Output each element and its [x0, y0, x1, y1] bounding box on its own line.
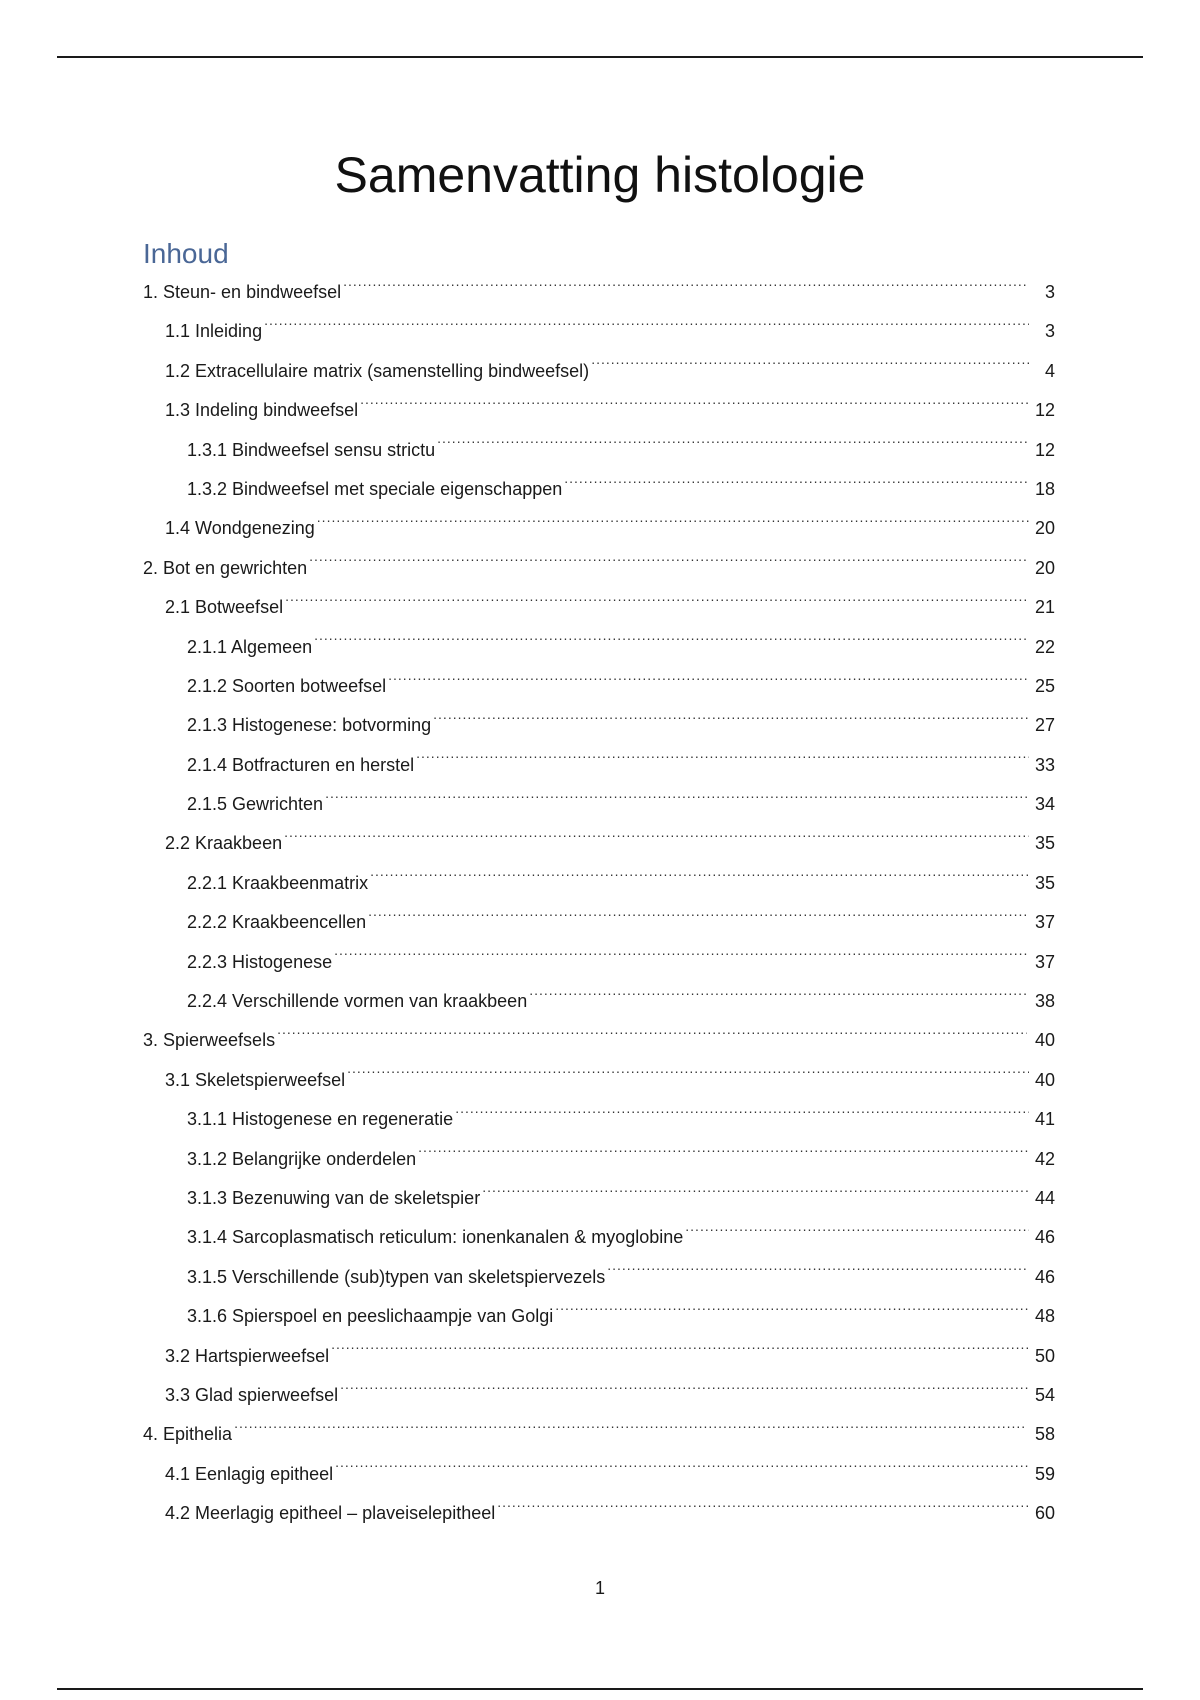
- toc-entry[interactable]: [143, 431, 1055, 470]
- toc-entry[interactable]: [143, 903, 1055, 942]
- toc-dot-leader: [325, 792, 1029, 810]
- toc-entry-label: 1.1 Inleiding: [165, 321, 263, 342]
- toc-entry-page: 4: [1044, 360, 1055, 381]
- toc-entry[interactable]: [143, 667, 1055, 706]
- toc-dot-leader: [277, 1028, 1027, 1046]
- toc-entry-page: 20: [1034, 518, 1055, 539]
- toc-dot-leader: [529, 989, 1029, 1007]
- toc-entry-page: 42: [1034, 1148, 1055, 1169]
- toc-entry-page: 59: [1034, 1463, 1055, 1484]
- toc-entry-page: 38: [1034, 991, 1055, 1012]
- toc-entry-page: 3: [1044, 282, 1055, 302]
- toc-entry[interactable]: [143, 1258, 1055, 1297]
- toc-dot-leader: [482, 1186, 1029, 1204]
- toc-dot-leader: [314, 635, 1029, 653]
- toc-dot-leader: [284, 831, 1029, 849]
- toc-entry-page: 37: [1034, 951, 1055, 972]
- toc-entry-label: 2.1.4 Botfracturen en herstel: [187, 754, 415, 775]
- toc-entry-label: 3.1.4 Sarcoplasmatisch reticulum: ionenkanalen & myoglobine: [187, 1227, 684, 1248]
- toc-entry-label: 1.4 Wondgenezing: [165, 518, 315, 539]
- toc-entry[interactable]: [143, 746, 1055, 785]
- toc-dot-leader: [437, 438, 1029, 456]
- toc-entry-label: 3. Spierweefsels: [143, 1030, 276, 1051]
- toc-entry-page: 41: [1034, 1109, 1055, 1130]
- header-rule: [57, 56, 1143, 58]
- toc-entry[interactable]: [143, 1061, 1055, 1100]
- toc-entry[interactable]: [143, 824, 1055, 863]
- toc-entry-page: 44: [1034, 1187, 1055, 1208]
- toc-entry[interactable]: [143, 628, 1055, 667]
- toc-entry-page: 54: [1034, 1384, 1055, 1405]
- toc-dot-leader: [370, 871, 1029, 889]
- document-title: Samenvatting histologie: [334, 147, 866, 203]
- toc-entry-page: 12: [1034, 400, 1055, 421]
- toc-entry-label: 3.1.3 Bezenuwing van de skeletspier: [187, 1187, 481, 1208]
- toc-entry-label: 2.1 Botweefsel: [165, 597, 284, 618]
- toc-entry[interactable]: [143, 352, 1055, 391]
- toc-entry-label: 2.1.2 Soorten botweefsel: [187, 675, 387, 696]
- toc-entry-label: 4.2 Meerlagig epitheel – plaveiselepitheel: [165, 1503, 496, 1524]
- toc-entry-page: 25: [1034, 675, 1055, 696]
- toc-entry-page: 12: [1034, 439, 1055, 460]
- toc-dot-leader: [347, 1068, 1029, 1086]
- toc-entry[interactable]: [143, 1218, 1055, 1257]
- toc-dot-leader: [564, 477, 1029, 495]
- toc-dot-leader: [343, 280, 1027, 298]
- toc-entry-label: 2.2.1 Kraakbeenmatrix: [187, 872, 369, 893]
- toc-entry-page: 21: [1034, 597, 1055, 618]
- toc-entry-label: 3.2 Hartspierweefsel: [165, 1345, 330, 1366]
- toc-entry-label: 4.1 Eenlagig epitheel: [165, 1463, 334, 1484]
- table-of-contents: [143, 273, 1055, 1534]
- toc-dot-leader: [555, 1304, 1029, 1322]
- toc-entry-page: 60: [1034, 1503, 1055, 1524]
- toc-entry-page: 35: [1034, 833, 1055, 854]
- toc-entry-label: 2. Bot en gewrichten: [143, 557, 308, 578]
- toc-dot-leader: [368, 910, 1029, 928]
- toc-entry[interactable]: [143, 1297, 1055, 1336]
- toc-dot-leader: [331, 1344, 1029, 1362]
- toc-dot-leader: [264, 319, 1029, 337]
- toc-entry-page: 27: [1034, 715, 1055, 736]
- toc-entry-page: 34: [1034, 794, 1055, 815]
- toc-dot-leader: [234, 1422, 1027, 1440]
- toc-entry-page: 48: [1034, 1306, 1055, 1327]
- toc-entry[interactable]: [143, 1415, 1055, 1454]
- toc-dot-leader: [416, 753, 1029, 771]
- toc-entry[interactable]: [143, 943, 1055, 982]
- toc-entry-label: 1.3.2 Bindweefsel met speciale eigenschappen: [187, 478, 563, 499]
- toc-entry-label: 1.2 Extracellulaire matrix (samenstelling bindweefsel): [165, 360, 590, 381]
- toc-entry-page: 58: [1034, 1424, 1055, 1445]
- toc-entry-label: 1.3 Indeling bindweefsel: [165, 400, 359, 421]
- toc-entry-label: 1. Steun- en bindweefsel: [143, 282, 342, 302]
- toc-entry-label: 3.1.1 Histogenese en regeneratie: [187, 1109, 454, 1130]
- toc-entry[interactable]: [143, 785, 1055, 824]
- toc-entry[interactable]: [143, 1455, 1055, 1494]
- toc-entry[interactable]: [143, 1494, 1055, 1533]
- toc-entry[interactable]: [143, 1337, 1055, 1376]
- toc-entry[interactable]: [143, 549, 1055, 588]
- toc-dot-leader: [591, 359, 1029, 377]
- toc-dot-leader: [388, 674, 1029, 692]
- toc-entry[interactable]: [143, 1179, 1055, 1218]
- toc-dot-leader: [607, 1265, 1029, 1283]
- toc-entry[interactable]: [143, 706, 1055, 745]
- toc-entry-label: 2.1.5 Gewrichten: [187, 794, 324, 815]
- toc-entry-page: 33: [1034, 754, 1055, 775]
- toc-entry[interactable]: [143, 470, 1055, 509]
- toc-entry-page: 35: [1034, 872, 1055, 893]
- toc-entry[interactable]: [143, 982, 1055, 1021]
- toc-entry-page: 3: [1044, 321, 1055, 342]
- toc-dot-leader: [685, 1225, 1029, 1243]
- toc-entry-page: 37: [1034, 912, 1055, 933]
- toc-entry[interactable]: [143, 1140, 1055, 1179]
- toc-entry-label: 3.1.2 Belangrijke onderdelen: [187, 1148, 417, 1169]
- toc-entry-page: 22: [1034, 636, 1055, 657]
- toc-entry-label: 3.3 Glad spierweefsel: [165, 1384, 339, 1405]
- toc-entry-label: 4. Epithelia: [143, 1424, 233, 1445]
- toc-entry[interactable]: [143, 1376, 1055, 1415]
- toc-entry[interactable]: [143, 1021, 1055, 1060]
- toc-dot-leader: [285, 595, 1029, 613]
- toc-entry-label: 2.2.4 Verschillende vormen van kraakbeen: [187, 991, 528, 1012]
- toc-dot-leader: [433, 713, 1029, 731]
- toc-entry-label: 2.1.3 Histogenese: botvorming: [187, 715, 432, 736]
- toc-entry-label: 2.2 Kraakbeen: [165, 833, 283, 854]
- toc-entry[interactable]: [143, 312, 1055, 351]
- toc-entry-label: 1.3.1 Bindweefsel sensu strictu: [187, 439, 436, 460]
- toc-entry[interactable]: [143, 588, 1055, 627]
- toc-entry-page: 46: [1034, 1266, 1055, 1287]
- toc-heading: Inhoud: [143, 238, 229, 269]
- toc-entry-label: 2.2.2 Kraakbeencellen: [187, 912, 367, 933]
- page-number: 1: [594, 1578, 605, 1598]
- toc-entry-page: 20: [1034, 557, 1055, 578]
- toc-entry-label: 3.1 Skeletspierweefsel: [165, 1069, 346, 1090]
- toc-entry[interactable]: [143, 273, 1055, 312]
- toc-dot-leader: [360, 398, 1029, 416]
- toc-entry-label: 3.1.5 Verschillende (sub)typen van skeletspiervezels: [187, 1266, 606, 1287]
- toc-dot-leader: [317, 516, 1029, 534]
- toc-entry[interactable]: [143, 1100, 1055, 1139]
- toc-entry-label: 2.1.1 Algemeen: [187, 636, 313, 657]
- toc-dot-leader: [334, 950, 1029, 968]
- footer-rule: [57, 1688, 1143, 1690]
- toc-dot-leader: [455, 1107, 1029, 1125]
- toc-entry-label: 3.1.6 Spierspoel en peeslichaampje van Golgi: [187, 1306, 554, 1327]
- toc-entry-page: 18: [1034, 478, 1055, 499]
- toc-dot-leader: [309, 556, 1027, 574]
- toc-dot-leader: [340, 1383, 1029, 1401]
- toc-entry-page: 50: [1034, 1345, 1055, 1366]
- toc-entry[interactable]: [143, 509, 1055, 548]
- toc-entry-page: 46: [1034, 1227, 1055, 1248]
- toc-dot-leader: [418, 1147, 1029, 1165]
- toc-entry-label: 2.2.3 Histogenese: [187, 951, 333, 972]
- toc-entry[interactable]: [143, 864, 1055, 903]
- toc-entry[interactable]: [143, 391, 1055, 430]
- toc-dot-leader: [335, 1462, 1029, 1480]
- toc-entry-page: 40: [1034, 1069, 1055, 1090]
- toc-entry-page: 40: [1034, 1030, 1055, 1051]
- toc-dot-leader: [497, 1501, 1029, 1519]
